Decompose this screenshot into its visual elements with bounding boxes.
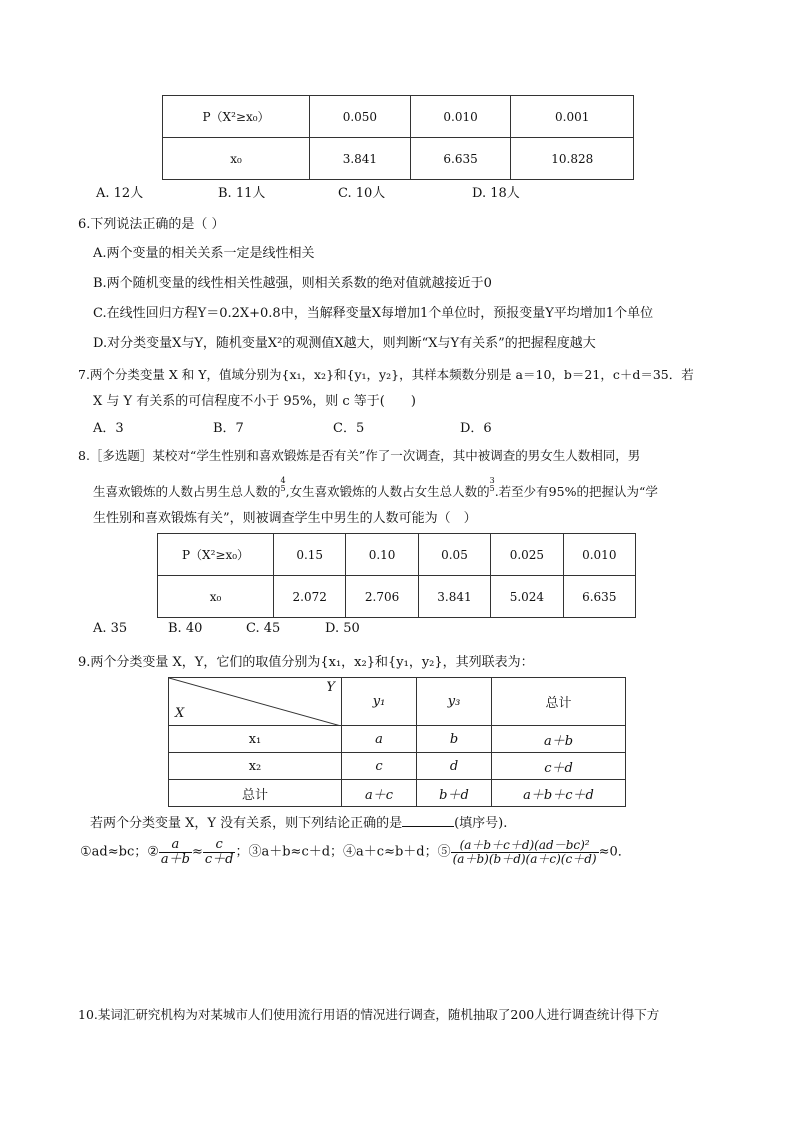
q5-option-c: C. 10人	[338, 186, 386, 201]
table2-p-value: 0.025	[491, 534, 563, 576]
q8-line2-part1: 生喜欢锻炼的人数占男生总人数的	[93, 484, 281, 499]
cell-b: b	[417, 726, 492, 753]
cell-a-plus-b: a＋b	[492, 726, 626, 753]
approx-sign: ≈	[191, 844, 203, 860]
q7-option-a: A．3	[93, 421, 124, 436]
critical-value-table-1	[162, 95, 634, 180]
cell-c-plus-d: c＋d	[492, 753, 626, 780]
q7-line1: 7.两个分类变量 X 和 Y，值域分别为{x₁，x₂}和{y₁，y₂}，其样本频数分别是 a＝10，b＝21，c＋d＝35．若	[78, 367, 694, 382]
corner-x-label: X	[175, 706, 185, 721]
table1-p-value: 0.010	[410, 96, 511, 138]
table2-p-value: 0.05	[418, 534, 490, 576]
cell-c: c	[342, 753, 417, 780]
q8-line2	[93, 477, 658, 500]
q6-option-c: C.在线性回归方程Y＝0.2X+0.8中，当解释变量X每增加1个单位时，预报变量Y平均增加1个单位	[93, 306, 654, 321]
choice-3-4-5-text: ；③a＋b≈c＋d；④a＋c≈b＋d；⑤	[235, 844, 451, 860]
corner-y-label: Y	[326, 680, 335, 695]
q8-line1: 8.［多选题］某校对“学生性别和喜欢锻炼是否有关”作了一次调查，其中被调查的男女生人数相同，男	[78, 448, 641, 463]
table2-p-value: 0.10	[346, 534, 418, 576]
q5-option-d: D. 18人	[472, 186, 520, 201]
q9-prompt-text: 若两个分类变量 X，Y 没有关系，则下列结论正确的是	[90, 816, 403, 831]
q9-choices	[80, 838, 631, 866]
table2-p-value: 0.15	[274, 534, 346, 576]
chi-square-fraction: $\frac{\text{(a＋b＋c＋d)(ad－bc)²}}{(a+b)(b+d)(a+c)(c+d)}$	[452, 838, 597, 866]
table1-p-value: 0.050	[310, 96, 411, 138]
table1-row1-label: P（Χ²≥x₀）	[163, 96, 310, 138]
cell-grand-total: a＋b＋c＋d	[492, 780, 626, 807]
q9-prompt	[90, 812, 507, 831]
table-corner-cell	[169, 678, 342, 726]
table2-x-value: 6.635	[563, 576, 635, 618]
table1-x-value: 6.635	[410, 138, 511, 180]
table1-p-value: 0.001	[511, 96, 634, 138]
header-total: 总计	[492, 678, 626, 726]
header-y1: y₁	[342, 678, 417, 726]
q7-option-d: D．6	[460, 421, 492, 436]
q6-option-a: A.两个变量的相关关系一定是线性相关	[93, 246, 315, 261]
critical-value-table-2	[157, 533, 636, 618]
q8-line3: 生性别和喜欢锻炼有关”，则被调查学生中男生的人数可能为（ ）	[93, 511, 477, 526]
cell-a: a	[342, 726, 417, 753]
cell-d: d	[417, 753, 492, 780]
q7-option-c: C．5	[333, 421, 365, 436]
fraction-a-over-a-plus-b: $\frac{a}{a+b}$	[160, 837, 190, 867]
fraction-c-over-c-plus-d: $\frac{c}{c+d}$	[204, 837, 234, 867]
q7-line2: X 与 Y 有关系的可信程度不小于 95%，则 c 等于( )	[93, 394, 416, 409]
row-label-x2: x₂	[169, 753, 342, 780]
table2-x-value: 2.706	[346, 576, 418, 618]
q9-stem: 9.两个分类变量 X，Y，它们的取值分别为{x₁，x₂}和{y₁，y₂}，其列联表为：	[78, 655, 534, 670]
table1-x-value: 3.841	[310, 138, 411, 180]
contingency-table	[168, 677, 626, 807]
q7-option-b: B．7	[213, 421, 244, 436]
table2-row1-label: P（Χ²≥x₀）	[158, 534, 274, 576]
q5-option-a: A. 12人	[96, 186, 144, 201]
table2-x-value: 3.841	[418, 576, 490, 618]
choice-1-2-prefix: ①ad≈bc；②	[80, 844, 159, 860]
table1-row2-label: x₀	[163, 138, 310, 180]
diagonal-line	[169, 678, 341, 726]
q8-option-c: C. 45	[246, 621, 281, 636]
cell-a-plus-c: a＋c	[342, 780, 417, 807]
q6-option-b: B.两个随机变量的线性相关性越强，则相关系数的绝对值就越接近于0	[93, 276, 492, 291]
cell-b-plus-d: b＋d	[417, 780, 492, 807]
table2-x-value: 5.024	[491, 576, 563, 618]
header-y3: y₃	[417, 678, 492, 726]
row-label-x1: x₁	[169, 726, 342, 753]
row-label-total: 总计	[169, 780, 342, 807]
table2-x-value: 2.072	[274, 576, 346, 618]
answer-blank	[402, 814, 454, 827]
table2-p-value: 0.010	[563, 534, 635, 576]
choice-5-suffix: ≈0．	[598, 844, 631, 860]
q8-fraction-3-5: 3 5	[489, 476, 495, 493]
q5-option-b: B. 11人	[218, 186, 266, 201]
table2-row2-label: x₀	[158, 576, 274, 618]
q8-option-b: B. 40	[168, 621, 203, 636]
q6-option-d: D.对分类变量X与Y，随机变量Χ²的观测值Χ越大，则判断“X与Y有关系”的把握程度越大	[93, 336, 596, 351]
table1-x-value: 10.828	[511, 138, 634, 180]
q8-option-d: D. 50	[325, 621, 360, 636]
q10-line1: 10.某词汇研究机构为对某城市人们使用流行用语的情况进行调查，随机抽取了200人进行调查统计得下方	[78, 1007, 660, 1022]
q8-line2-part3: .若至少有95%的把握认为“学	[494, 484, 658, 499]
q8-fraction-4-5: 4 5	[280, 476, 286, 493]
q6-stem: 6.下列说法正确的是（ ）	[78, 217, 225, 232]
q9-prompt-suffix: (填序号).	[454, 816, 508, 831]
q8-line2-part2: ,女生喜欢锻炼的人数占女生总人数的	[285, 484, 490, 499]
q8-option-a: A. 35	[93, 621, 128, 636]
